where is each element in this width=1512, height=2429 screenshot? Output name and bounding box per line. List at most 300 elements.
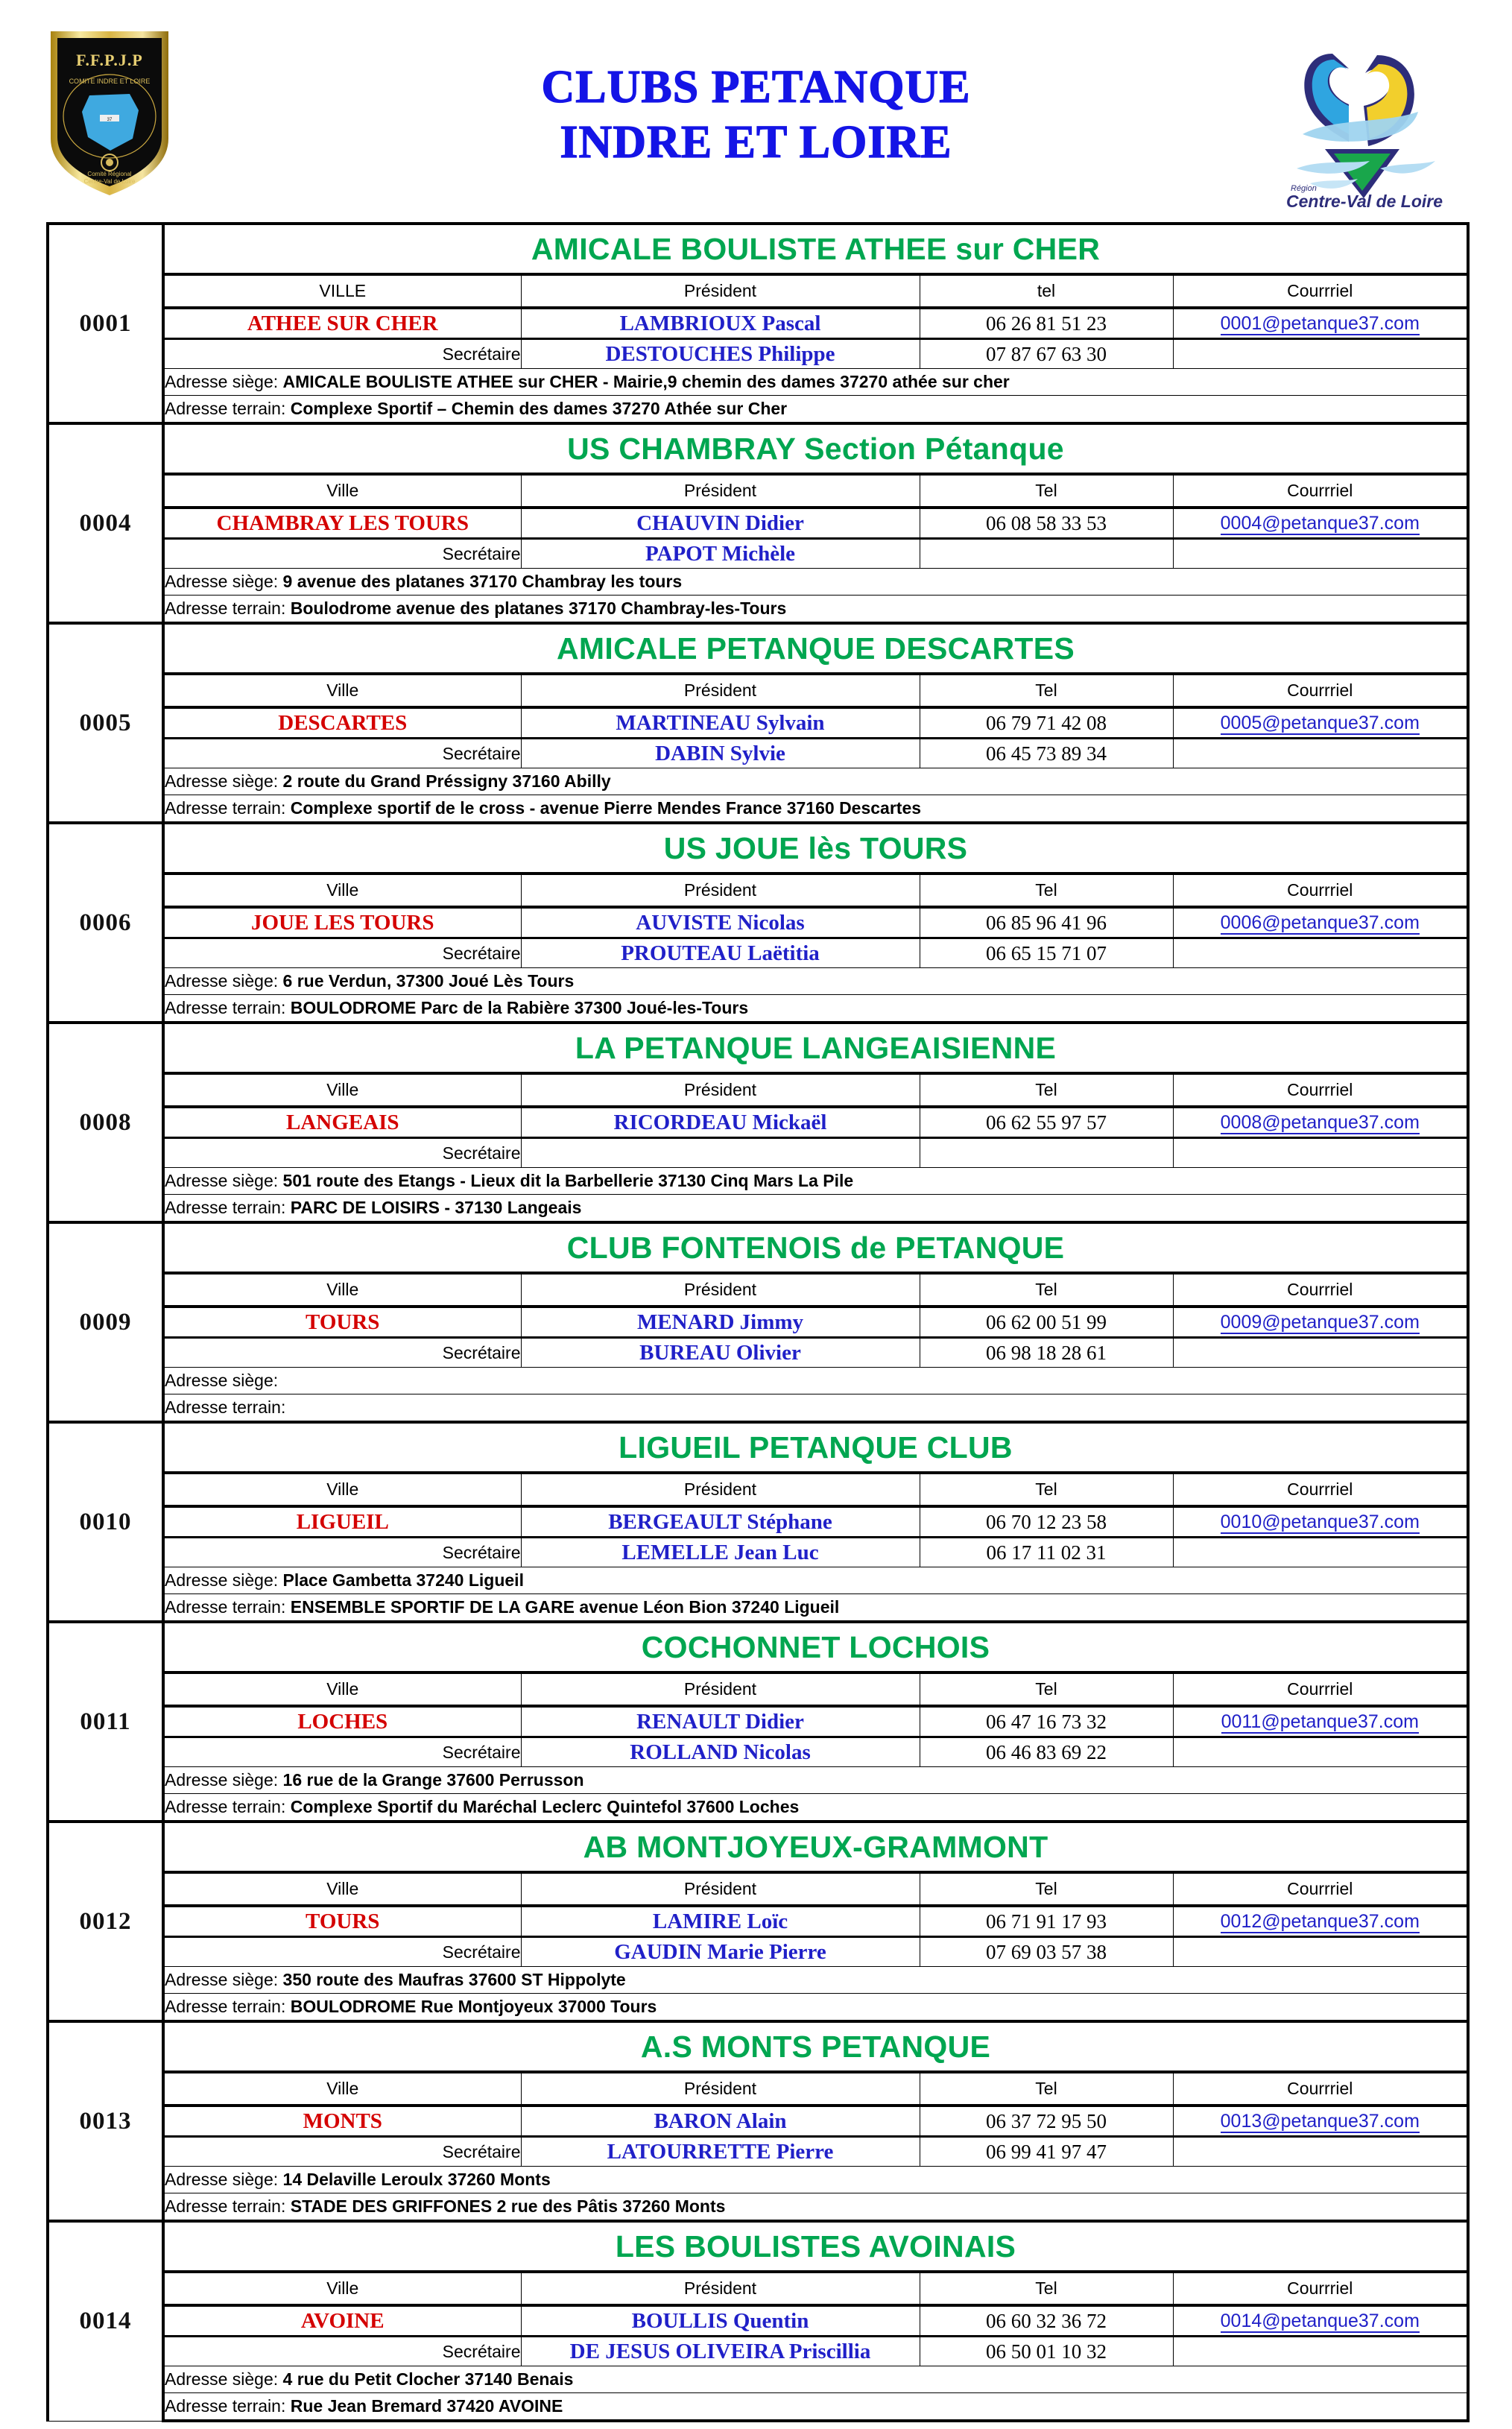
- club-block-header: [48, 1822, 1468, 1872]
- club-ville: LIGUEIL: [163, 1506, 521, 1538]
- club-name: AMICALE PETANQUE DESCARTES: [163, 623, 1468, 674]
- secretaire-label: Secrétaire: [163, 2337, 521, 2366]
- president-row: [48, 1706, 1468, 1737]
- club-email-text: 0013@petanque37.com: [1220, 2110, 1420, 2132]
- president-row: [48, 1307, 1468, 1338]
- club-ville: LOCHES: [163, 1706, 521, 1737]
- adresse-siege-cell: [163, 569, 1468, 596]
- president-name: MENARD Jimmy: [521, 1307, 920, 1338]
- club-email-text: 0011@petanque37.com: [1221, 1711, 1419, 1732]
- president-row: [48, 707, 1468, 739]
- col-header-ville: Ville: [163, 474, 521, 508]
- secretaire-tel: 06 98 18 28 61: [920, 1338, 1173, 1368]
- adresse-siege-cell: [163, 968, 1468, 995]
- secretaire-row: [48, 339, 1468, 369]
- club-email-text: 0006@petanque37.com: [1220, 912, 1420, 933]
- adresse-siege-row: [48, 1168, 1468, 1195]
- secretaire-row: [48, 1937, 1468, 1967]
- adresse-terrain-cell: [163, 1794, 1468, 1822]
- col-header-courriel: Courrriel: [1173, 1473, 1468, 1506]
- adresse-siege-cell: [163, 2366, 1468, 2393]
- col-header-tel: Tel: [920, 874, 1173, 907]
- col-header-courriel: Courrriel: [1173, 874, 1468, 907]
- secretaire-email-empty: [1173, 1737, 1468, 1767]
- col-header-president: Président: [521, 674, 920, 707]
- adresse-siege-cell: [163, 1767, 1468, 1794]
- club-ville: LANGEAIS: [163, 1107, 521, 1138]
- adresse-siege-value: 9 avenue des platanes 37170 Chambray les tours: [282, 572, 683, 591]
- adresse-terrain-value: Complexe Sportif du Maréchal Leclerc Quintefol 37600 Loches: [290, 1797, 800, 1816]
- column-headers-row: [48, 1872, 1468, 1906]
- col-header-courriel: Courrriel: [1173, 1073, 1468, 1107]
- secretaire-email-empty: [1173, 1538, 1468, 1567]
- club-name: LIGUEIL PETANQUE CLUB: [163, 1422, 1468, 1473]
- col-header-president: Président: [521, 1073, 920, 1107]
- president-tel: 06 08 58 33 53: [920, 508, 1173, 539]
- adresse-terrain-cell: [163, 1394, 1468, 1423]
- adresse-siege-cell: [163, 1567, 1468, 1594]
- col-header-ville: VILLE: [163, 274, 521, 308]
- adresse-siege-label: Adresse siège:: [165, 1970, 279, 1989]
- president-name: LAMBRIOUX Pascal: [521, 308, 920, 339]
- col-header-courriel: Courrriel: [1173, 474, 1468, 508]
- club-email-link[interactable]: [1173, 1906, 1468, 1937]
- president-row: [48, 508, 1468, 539]
- adresse-terrain-label: Adresse terrain:: [165, 1797, 286, 1816]
- col-header-tel: Tel: [920, 1473, 1173, 1506]
- column-headers-row: [48, 1273, 1468, 1307]
- president-row: [48, 308, 1468, 339]
- president-row: [48, 2106, 1468, 2137]
- club-name: COCHONNET LOCHOIS: [163, 1622, 1468, 1672]
- secretaire-name: BUREAU Olivier: [521, 1338, 920, 1368]
- column-headers-row: [48, 474, 1468, 508]
- svg-text:37: 37: [107, 118, 113, 122]
- adresse-siege-label: Adresse siège:: [165, 1371, 279, 1390]
- svg-text:Comité Régional: Comité Régional: [87, 171, 132, 177]
- clubs-table: [46, 222, 1470, 2422]
- col-header-president: Président: [521, 874, 920, 907]
- title-line-1: CLUBS PETANQUE: [541, 62, 971, 113]
- adresse-terrain-value: ENSEMBLE SPORTIF DE LA GARE avenue Léon Bion 37240 Ligueil: [290, 1597, 840, 1617]
- club-block-header: [48, 2221, 1468, 2272]
- club-ville: AVOINE: [163, 2305, 521, 2337]
- adresse-siege-label: Adresse siège:: [165, 1770, 279, 1790]
- adresse-siege-row: [48, 968, 1468, 995]
- club-email-link[interactable]: [1173, 1307, 1468, 1338]
- club-email-text: 0009@petanque37.com: [1220, 1311, 1420, 1333]
- document-header: [0, 0, 1512, 224]
- adresse-terrain-row: [48, 596, 1468, 624]
- adresse-siege-label: Adresse siège:: [165, 2170, 279, 2189]
- region-name: Centre-Val de Loire: [1286, 192, 1443, 211]
- club-email-text: 0014@petanque37.com: [1220, 2310, 1420, 2331]
- secretaire-email-empty: [1173, 2337, 1468, 2366]
- col-header-president: Président: [521, 1672, 920, 1706]
- secretaire-row: [48, 1737, 1468, 1767]
- club-name: AMICALE BOULISTE ATHEE sur CHER: [163, 224, 1468, 274]
- title-line-2: INDRE ET LOIRE: [560, 117, 952, 168]
- adresse-terrain-cell: [163, 1195, 1468, 1223]
- club-id: 0010: [48, 1422, 163, 1622]
- club-email-text: 0012@petanque37.com: [1220, 1910, 1420, 1932]
- secretaire-row: [48, 739, 1468, 768]
- adresse-terrain-label: Adresse terrain:: [165, 598, 286, 618]
- secretaire-tel: 06 50 01 10 32: [920, 2337, 1173, 2366]
- secretaire-name: PAPOT Michèle: [521, 539, 920, 569]
- secretaire-tel: 07 69 03 57 38: [920, 1937, 1173, 1967]
- col-header-courriel: Courrriel: [1173, 274, 1468, 308]
- adresse-terrain-label: Adresse terrain:: [165, 1997, 286, 2016]
- adresse-siege-value: Place Gambetta 37240 Ligueil: [282, 1570, 524, 1590]
- president-tel: 06 85 96 41 96: [920, 907, 1173, 938]
- club-email-text: 0010@petanque37.com: [1220, 1511, 1420, 1532]
- secretaire-label: Secrétaire: [163, 739, 521, 768]
- president-tel: 06 70 12 23 58: [920, 1506, 1173, 1538]
- secretaire-name: PROUTEAU Laëtitia: [521, 938, 920, 968]
- col-header-president: Président: [521, 2072, 920, 2106]
- col-header-courriel: Courrriel: [1173, 674, 1468, 707]
- secretaire-tel: [920, 539, 1173, 569]
- svg-text:F.F.P.J.P: F.F.P.J.P: [76, 51, 143, 69]
- club-name: LES BOULISTES AVOINAIS: [163, 2221, 1468, 2272]
- adresse-terrain-label: Adresse terrain:: [165, 998, 286, 1017]
- club-email-text: 0004@petanque37.com: [1220, 512, 1420, 534]
- president-name: BERGEAULT Stéphane: [521, 1506, 920, 1538]
- col-header-ville: Ville: [163, 1872, 521, 1906]
- club-id: 0012: [48, 1822, 163, 2021]
- adresse-siege-label: Adresse siège:: [165, 372, 279, 391]
- col-header-courriel: Courrriel: [1173, 2072, 1468, 2106]
- secretaire-tel: 06 45 73 89 34: [920, 739, 1173, 768]
- column-headers-row: [48, 274, 1468, 308]
- col-header-president: Président: [521, 474, 920, 508]
- secretaire-name: [521, 1138, 920, 1168]
- adresse-siege-label: Adresse siège:: [165, 1171, 279, 1190]
- adresse-siege-cell: [163, 1168, 1468, 1195]
- col-header-president: Président: [521, 1273, 920, 1307]
- region-centre-val-de-loire-logo: [1280, 22, 1459, 212]
- col-header-tel: Tel: [920, 2272, 1173, 2305]
- adresse-terrain-cell: [163, 995, 1468, 1023]
- secretaire-label: Secrétaire: [163, 339, 521, 369]
- col-header-tel: Tel: [920, 674, 1173, 707]
- president-tel: 06 37 72 95 50: [920, 2106, 1173, 2137]
- column-headers-row: [48, 674, 1468, 707]
- secretaire-tel: 06 99 41 97 47: [920, 2137, 1173, 2167]
- secretaire-tel: [920, 1138, 1173, 1168]
- club-block-header: [48, 823, 1468, 874]
- adresse-siege-label: Adresse siège:: [165, 572, 279, 591]
- adresse-terrain-label: Adresse terrain:: [165, 2396, 286, 2416]
- column-headers-row: [48, 1473, 1468, 1506]
- adresse-siege-row: [48, 768, 1468, 795]
- club-block-header: [48, 2021, 1468, 2072]
- president-tel: 06 47 16 73 32: [920, 1706, 1173, 1737]
- club-id: 0005: [48, 623, 163, 823]
- adresse-terrain-row: [48, 1594, 1468, 1623]
- club-name: LA PETANQUE LANGEAISIENNE: [163, 1023, 1468, 1073]
- adresse-terrain-cell: [163, 396, 1468, 424]
- adresse-siege-label: Adresse siège:: [165, 971, 279, 991]
- adresse-terrain-cell: [163, 1994, 1468, 2022]
- club-email-link[interactable]: [1173, 707, 1468, 739]
- region-label: Région: [1291, 184, 1317, 193]
- svg-text:Centre-Val de Loire: Centre-Val de Loire: [83, 178, 136, 185]
- secretaire-label: Secrétaire: [163, 539, 521, 569]
- club-email-text: 0008@petanque37.com: [1220, 1111, 1420, 1133]
- adresse-siege-cell: [163, 2167, 1468, 2193]
- adresse-siege-label: Adresse siège:: [165, 1570, 279, 1590]
- adresse-siege-value: 16 rue de la Grange 37600 Perrusson: [282, 1770, 584, 1790]
- adresse-siege-label: Adresse siège:: [165, 2369, 279, 2389]
- president-tel: 06 79 71 42 08: [920, 707, 1173, 739]
- col-header-president: Président: [521, 1473, 920, 1506]
- col-header-ville: Ville: [163, 1273, 521, 1307]
- adresse-terrain-label: Adresse terrain:: [165, 2196, 286, 2216]
- club-id: 0008: [48, 1023, 163, 1222]
- club-email-link[interactable]: [1173, 1706, 1468, 1737]
- column-headers-row: [48, 1672, 1468, 1706]
- adresse-siege-cell: [163, 768, 1468, 795]
- secretaire-name: DABIN Sylvie: [521, 739, 920, 768]
- secretaire-name: DE JESUS OLIVEIRA Priscillia: [521, 2337, 920, 2366]
- club-email-link[interactable]: [1173, 907, 1468, 938]
- club-email-link[interactable]: [1173, 308, 1468, 339]
- adresse-siege-value: AMICALE BOULISTE ATHEE sur CHER - Mairie,9 chemin des dames 37270 athée sur cher: [282, 372, 1010, 391]
- adresse-siege-value: 6 rue Verdun, 37300 Joué Lès Tours: [282, 971, 575, 991]
- club-ville: JOUE LES TOURS: [163, 907, 521, 938]
- secretaire-tel: 06 65 15 71 07: [920, 938, 1173, 968]
- adresse-terrain-value: BOULODROME Rue Montjoyeux 37000 Tours: [290, 1997, 657, 2016]
- adresse-terrain-cell: [163, 596, 1468, 624]
- adresse-siege-row: [48, 569, 1468, 596]
- club-email-link[interactable]: [1173, 2305, 1468, 2337]
- col-header-tel: Tel: [920, 2072, 1173, 2106]
- club-ville: ATHEE SUR CHER: [163, 308, 521, 339]
- secretaire-label: Secrétaire: [163, 1338, 521, 1368]
- adresse-siege-row: [48, 2366, 1468, 2393]
- secretaire-email-empty: [1173, 1338, 1468, 1368]
- president-row: [48, 907, 1468, 938]
- col-header-tel: Tel: [920, 1073, 1173, 1107]
- adresse-siege-value: 501 route des Etangs - Lieux dit la Barbellerie 37130 Cinq Mars La Pile: [282, 1171, 854, 1190]
- adresse-terrain-cell: [163, 795, 1468, 824]
- adresse-terrain-label: Adresse terrain:: [165, 1198, 286, 1217]
- col-header-tel: Tel: [920, 1273, 1173, 1307]
- adresse-siege-row: [48, 1967, 1468, 1994]
- club-block-header: [48, 1622, 1468, 1672]
- col-header-courriel: Courrriel: [1173, 1672, 1468, 1706]
- adresse-terrain-cell: [163, 2193, 1468, 2222]
- column-headers-row: [48, 874, 1468, 907]
- secretaire-label: Secrétaire: [163, 1937, 521, 1967]
- adresse-siege-label: Adresse siège:: [165, 771, 279, 791]
- adresse-terrain-cell: [163, 2393, 1468, 2422]
- adresse-terrain-value: Complexe sportif de le cross - avenue Pierre Mendes France 37160 Descartes: [290, 798, 922, 818]
- adresse-siege-cell: [163, 1967, 1468, 1994]
- adresse-siege-cell: [163, 369, 1468, 396]
- svg-text:COMITE INDRE ET LOIRE: COMITE INDRE ET LOIRE: [69, 78, 151, 85]
- column-headers-row: [48, 2072, 1468, 2106]
- adresse-terrain-value: Rue Jean Bremard 37420 AVOINE: [290, 2396, 563, 2416]
- adresse-terrain-label: Adresse terrain:: [165, 399, 286, 418]
- secretaire-row: [48, 1538, 1468, 1567]
- president-row: [48, 1107, 1468, 1138]
- adresse-siege-value: 350 route des Maufras 37600 ST Hippolyte: [282, 1970, 626, 1989]
- secretaire-tel: 06 46 83 69 22: [920, 1737, 1173, 1767]
- president-tel: 06 62 00 51 99: [920, 1307, 1173, 1338]
- adresse-terrain-value: PARC DE LOISIRS - 37130 Langeais: [290, 1198, 582, 1217]
- president-row: [48, 1506, 1468, 1538]
- secretaire-row: [48, 539, 1468, 569]
- adresse-siege-row: [48, 2167, 1468, 2193]
- adresse-terrain-row: [48, 795, 1468, 824]
- col-header-ville: Ville: [163, 874, 521, 907]
- club-email-link[interactable]: [1173, 2106, 1468, 2137]
- club-id: 0011: [48, 1622, 163, 1822]
- club-id: 0004: [48, 423, 163, 623]
- club-email-link[interactable]: [1173, 508, 1468, 539]
- secretaire-label: Secrétaire: [163, 1737, 521, 1767]
- secretaire-name: LEMELLE Jean Luc: [521, 1538, 920, 1567]
- adresse-terrain-row: [48, 1994, 1468, 2022]
- president-name: MARTINEAU Sylvain: [521, 707, 920, 739]
- club-block-header: [48, 224, 1468, 274]
- club-block-header: [48, 423, 1468, 474]
- secretaire-name: ROLLAND Nicolas: [521, 1737, 920, 1767]
- president-name: AUVISTE Nicolas: [521, 907, 920, 938]
- club-ville: TOURS: [163, 1906, 521, 1937]
- secretaire-email-empty: [1173, 1138, 1468, 1168]
- adresse-terrain-label: Adresse terrain:: [165, 1397, 286, 1417]
- club-name: US JOUE lès TOURS: [163, 823, 1468, 874]
- adresse-siege-row: [48, 369, 1468, 396]
- club-email-link[interactable]: [1173, 1506, 1468, 1538]
- adresse-siege-value: 4 rue du Petit Clocher 37140 Benais: [282, 2369, 574, 2389]
- president-row: [48, 1906, 1468, 1937]
- club-email-text: 0001@petanque37.com: [1220, 312, 1420, 334]
- club-block-header: [48, 1222, 1468, 1273]
- col-header-president: Président: [521, 1872, 920, 1906]
- secretaire-label: Secrétaire: [163, 2137, 521, 2167]
- adresse-siege-row: [48, 1567, 1468, 1594]
- col-header-ville: Ville: [163, 674, 521, 707]
- secretaire-tel: 06 17 11 02 31: [920, 1538, 1173, 1567]
- secretaire-label: Secrétaire: [163, 938, 521, 968]
- adresse-siege-value: 2 route du Grand Préssigny 37160 Abilly: [282, 771, 611, 791]
- col-header-tel: Tel: [920, 1672, 1173, 1706]
- club-email-link[interactable]: [1173, 1107, 1468, 1138]
- club-name: US CHAMBRAY Section Pétanque: [163, 423, 1468, 474]
- club-id: 0001: [48, 224, 163, 423]
- secretaire-email-empty: [1173, 539, 1468, 569]
- secretaire-email-empty: [1173, 739, 1468, 768]
- adresse-terrain-value: Boulodrome avenue des platanes 37170 Chambray-les-Tours: [290, 598, 787, 618]
- secretaire-label: Secrétaire: [163, 1538, 521, 1567]
- adresse-terrain-value: BOULODROME Parc de la Rabière 37300 Joué-les-Tours: [290, 998, 749, 1017]
- adresse-terrain-row: [48, 396, 1468, 424]
- clubs-table-body: [48, 224, 1468, 2421]
- col-header-tel: Tel: [920, 474, 1173, 508]
- adresse-siege-row: [48, 1368, 1468, 1394]
- column-headers-row: [48, 1073, 1468, 1107]
- col-header-tel: tel: [920, 274, 1173, 308]
- club-ville: MONTS: [163, 2106, 521, 2137]
- secretaire-email-empty: [1173, 938, 1468, 968]
- adresse-terrain-row: [48, 1794, 1468, 1822]
- president-name: BOULLIS Quentin: [521, 2305, 920, 2337]
- club-name: A.S MONTS PETANQUE: [163, 2021, 1468, 2072]
- adresse-siege-value: 14 Delaville Leroulx 37260 Monts: [282, 2170, 551, 2189]
- president-tel: 06 26 81 51 23: [920, 308, 1173, 339]
- col-header-courriel: Courrriel: [1173, 2272, 1468, 2305]
- adresse-terrain-label: Adresse terrain:: [165, 798, 286, 818]
- club-block-header: [48, 1422, 1468, 1473]
- col-header-ville: Ville: [163, 2272, 521, 2305]
- president-tel: 06 60 32 36 72: [920, 2305, 1173, 2337]
- secretaire-email-empty: [1173, 2137, 1468, 2167]
- club-block-header: [48, 1023, 1468, 1073]
- secretaire-email-empty: [1173, 339, 1468, 369]
- col-header-president: Président: [521, 274, 920, 308]
- secretaire-tel: 07 87 67 63 30: [920, 339, 1173, 369]
- club-id: 0014: [48, 2221, 163, 2421]
- club-block-header: [48, 623, 1468, 674]
- col-header-ville: Ville: [163, 1672, 521, 1706]
- adresse-terrain-row: [48, 2393, 1468, 2422]
- club-ville: DESCARTES: [163, 707, 521, 739]
- column-headers-row: [48, 2272, 1468, 2305]
- col-header-courriel: Courrriel: [1173, 1273, 1468, 1307]
- col-header-ville: Ville: [163, 1473, 521, 1506]
- adresse-terrain-row: [48, 2193, 1468, 2222]
- secretaire-name: LATOURRETTE Pierre: [521, 2137, 920, 2167]
- club-ville: CHAMBRAY LES TOURS: [163, 508, 521, 539]
- secretaire-row: [48, 2137, 1468, 2167]
- club-ville: TOURS: [163, 1307, 521, 1338]
- col-header-ville: Ville: [163, 1073, 521, 1107]
- adresse-terrain-row: [48, 995, 1468, 1023]
- secretaire-row: [48, 1338, 1468, 1368]
- club-email-text: 0005@petanque37.com: [1220, 712, 1420, 733]
- club-name: CLUB FONTENOIS de PETANQUE: [163, 1222, 1468, 1273]
- president-tel: 06 71 91 17 93: [920, 1906, 1173, 1937]
- adresse-terrain-cell: [163, 1594, 1468, 1623]
- president-name: RICORDEAU Mickaël: [521, 1107, 920, 1138]
- president-tel: 06 62 55 97 57: [920, 1107, 1173, 1138]
- secretaire-label: Secrétaire: [163, 1138, 521, 1168]
- adresse-terrain-label: Adresse terrain:: [165, 1597, 286, 1617]
- col-header-ville: Ville: [163, 2072, 521, 2106]
- col-header-president: Président: [521, 2272, 920, 2305]
- adresse-siege-cell: [163, 1368, 1468, 1394]
- secretaire-email-empty: [1173, 1937, 1468, 1967]
- president-row: [48, 2305, 1468, 2337]
- president-name: CHAUVIN Didier: [521, 508, 920, 539]
- secretaire-row: [48, 2337, 1468, 2366]
- secretaire-name: DESTOUCHES Philippe: [521, 339, 920, 369]
- president-name: LAMIRE Loïc: [521, 1906, 920, 1937]
- secretaire-name: GAUDIN Marie Pierre: [521, 1937, 920, 1967]
- adresse-terrain-value: Complexe Sportif – Chemin des dames 37270 Athée sur Cher: [290, 399, 788, 418]
- secretaire-row: [48, 938, 1468, 968]
- adresse-terrain-row: [48, 1394, 1468, 1423]
- president-name: BARON Alain: [521, 2106, 920, 2137]
- adresse-terrain-row: [48, 1195, 1468, 1223]
- adresse-siege-row: [48, 1767, 1468, 1794]
- president-name: RENAULT Didier: [521, 1706, 920, 1737]
